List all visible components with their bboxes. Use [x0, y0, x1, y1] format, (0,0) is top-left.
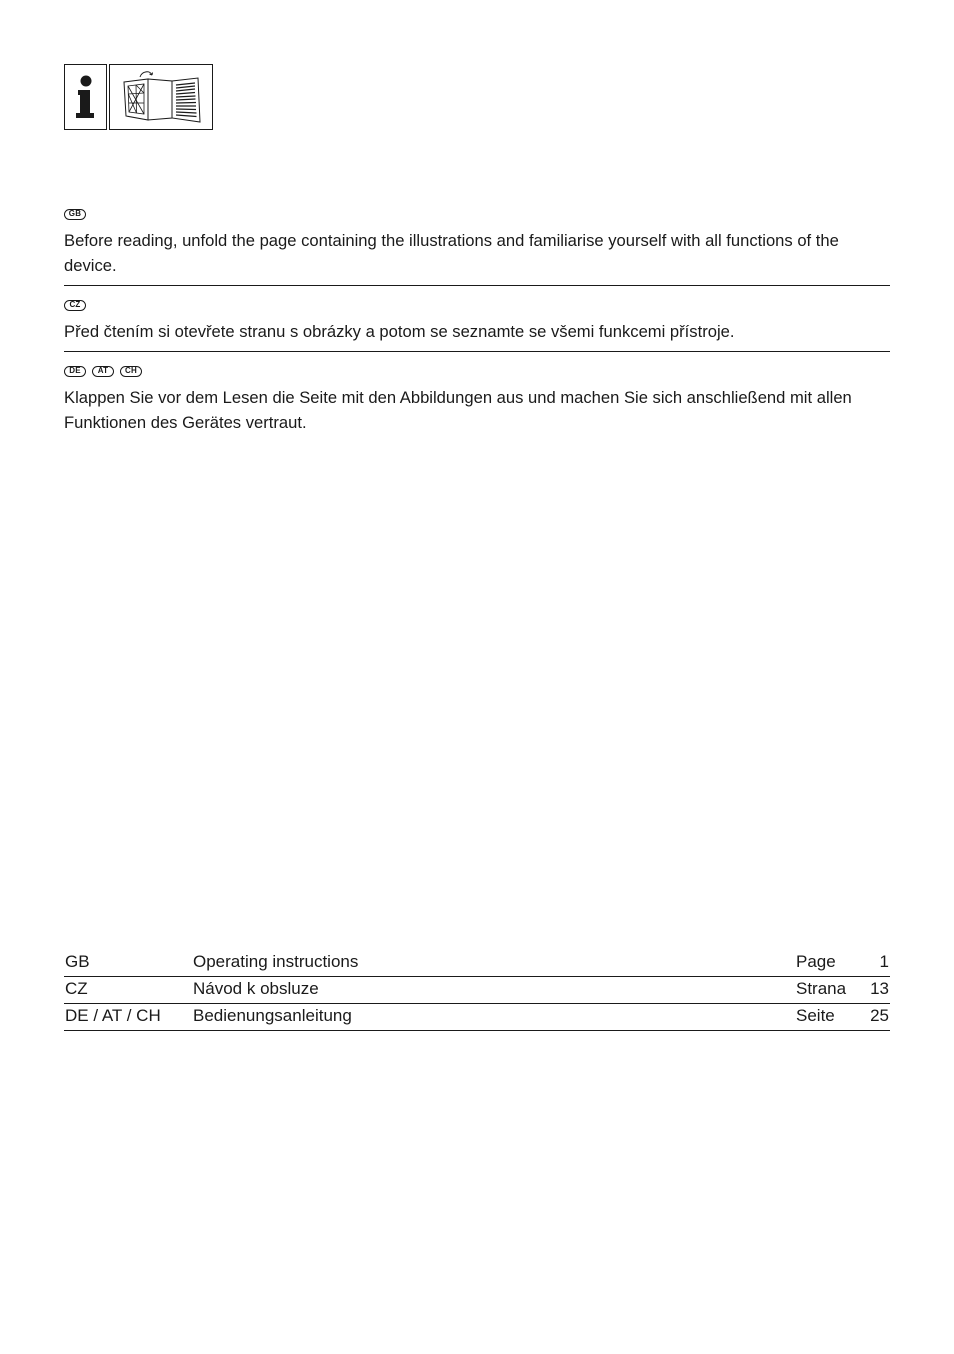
- table-of-contents: [64, 950, 890, 1031]
- toc-page-word: Seite: [796, 1006, 835, 1025]
- language-badges: [64, 297, 890, 313]
- section-text: Before reading, unfold the page containing the illustrations and familiarise yourself with all functions of the device.: [64, 231, 839, 275]
- unfold-page-icon: [109, 64, 213, 130]
- section-text: Před čtením si otevřete stranu s obrázky a potom se seznamte se všemi funkcemi přístroje.: [64, 322, 735, 341]
- section-gb: [64, 206, 890, 278]
- toc-language-code: GB: [65, 952, 90, 971]
- language-badges: [64, 363, 890, 379]
- country-badge: CH: [120, 366, 142, 377]
- section-de-at-ch: [64, 363, 890, 435]
- divider: [64, 285, 890, 286]
- header-icons: [64, 64, 213, 130]
- toc-page-number: 1: [879, 952, 889, 971]
- toc-page-number: 25: [870, 1006, 889, 1025]
- toc-page-number: 13: [870, 979, 889, 998]
- country-badge: AT: [92, 366, 114, 377]
- toc-page-word: Page: [796, 952, 836, 971]
- toc-title: Operating instructions: [193, 952, 359, 971]
- section-text: Klappen Sie vor dem Lesen die Seite mit den Abbildungen aus und machen Sie sich anschließend mit allen Funktionen des Gerätes vertraut.: [64, 388, 852, 432]
- country-badge: DE: [64, 366, 86, 377]
- toc-language-code: DE / AT / CH: [65, 1006, 161, 1025]
- toc-title: Bedienungsanleitung: [193, 1006, 352, 1025]
- toc-page-word: Strana: [796, 979, 847, 998]
- country-badge: GB: [64, 209, 86, 220]
- toc-title: Návod k obsluze: [193, 979, 319, 998]
- toc-row[interactable]: [64, 977, 890, 1004]
- toc-row[interactable]: [64, 1004, 890, 1031]
- toc-row[interactable]: [64, 950, 890, 977]
- section-cz: [64, 297, 890, 344]
- language-badges: [64, 206, 890, 222]
- toc-language-code: CZ: [65, 979, 88, 998]
- country-badge: CZ: [64, 300, 86, 311]
- divider: [64, 351, 890, 352]
- info-icon: [64, 64, 107, 130]
